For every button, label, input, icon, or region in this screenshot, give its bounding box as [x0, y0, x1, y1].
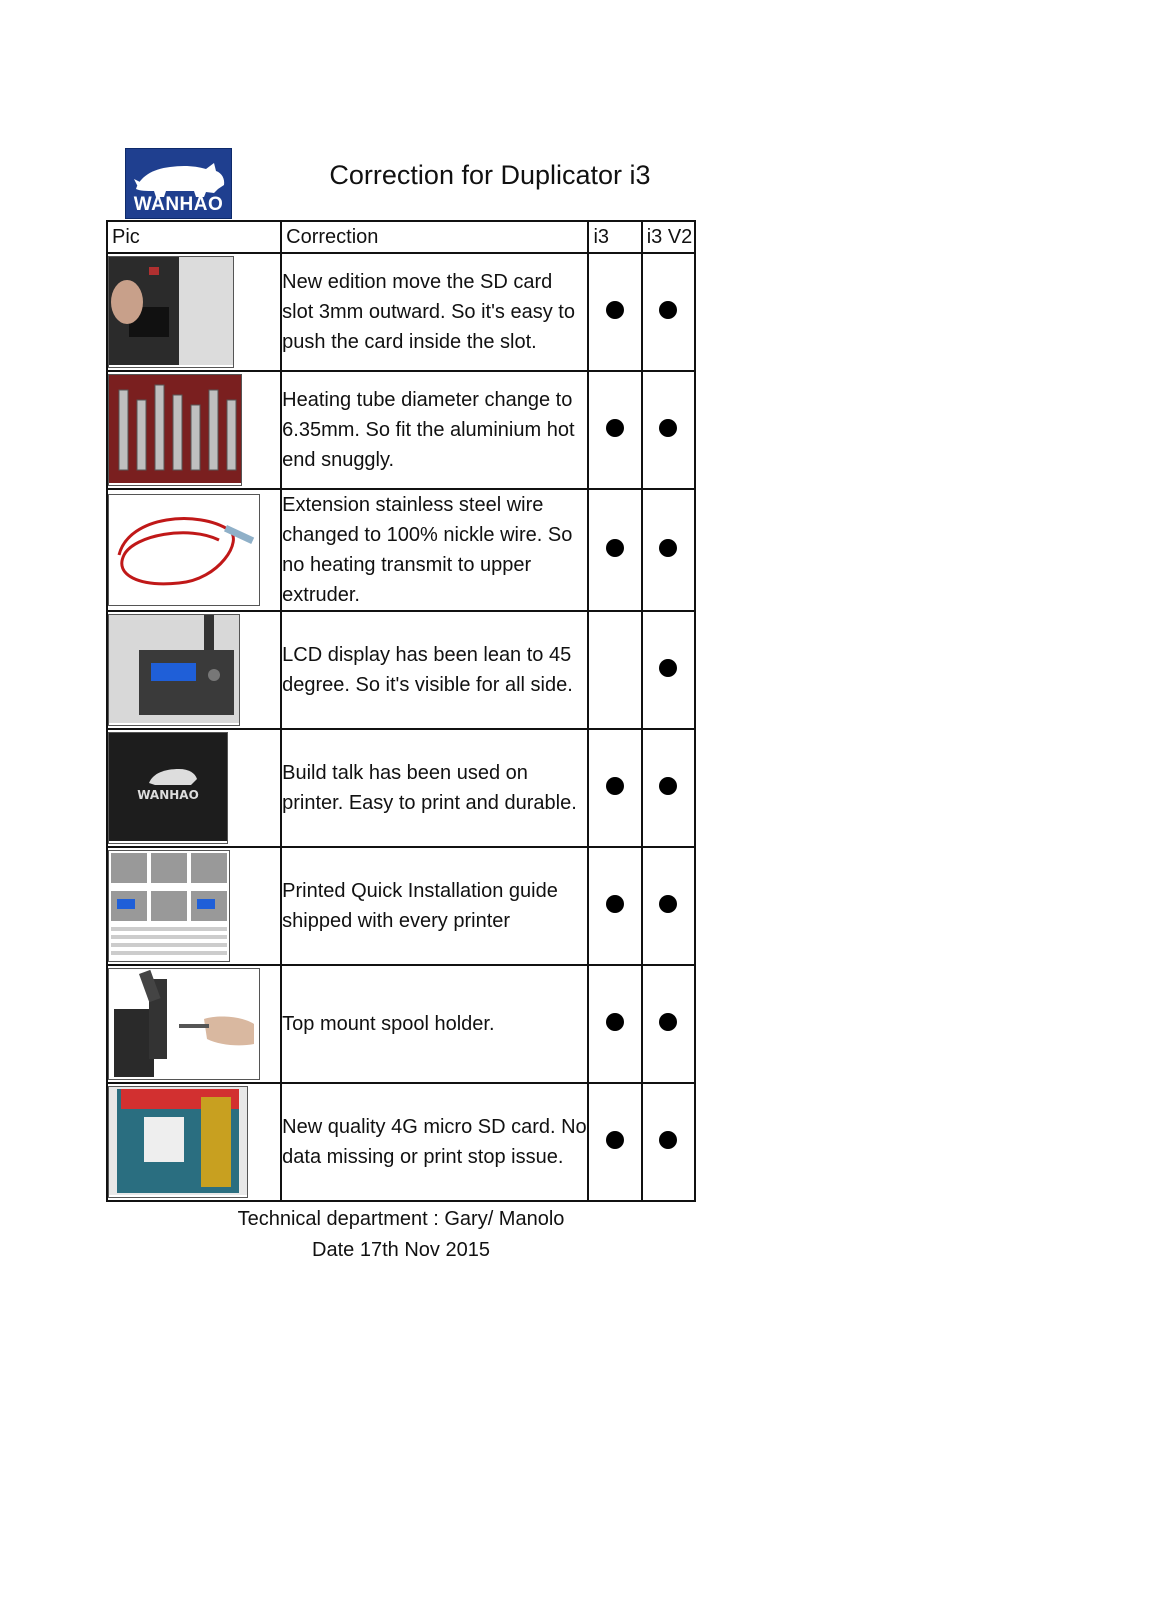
correction-table	[106, 220, 696, 1202]
table-header-row	[107, 221, 695, 253]
micro-sd-card-photo	[108, 1086, 248, 1198]
cell-i3	[588, 611, 641, 729]
cell-i3-v2	[642, 1083, 695, 1201]
cell-correction: Heating tube diameter change to 6.35mm. So fit the aluminium hot end snuggly.	[281, 371, 588, 489]
page-title: Correction for Duplicator i3	[329, 160, 651, 190]
table-row	[107, 729, 695, 847]
column-header-i3-v2: i3 V2	[642, 221, 695, 253]
technical-department: Technical department : Gary/ Manolo	[237, 1208, 565, 1230]
applied-dot-icon	[606, 1131, 624, 1149]
cell-i3-v2	[642, 965, 695, 1083]
applied-dot-icon	[659, 1131, 677, 1149]
cell-pic	[107, 847, 281, 965]
cell-i3-v2	[642, 611, 695, 729]
applied-dot-icon	[606, 895, 624, 913]
applied-dot-icon	[659, 777, 677, 795]
cell-correction: New edition move the SD card slot 3mm outward. So it's easy to push the card inside the slot.	[281, 253, 588, 371]
table-row	[107, 253, 695, 371]
cell-i3-v2	[642, 847, 695, 965]
cell-i3-v2	[642, 253, 695, 371]
applied-dot-icon	[659, 1013, 677, 1031]
document-date: Date 17th Nov 2015	[312, 1239, 490, 1261]
cell-pic	[107, 611, 281, 729]
column-header-correction: Correction	[281, 221, 588, 253]
cell-pic	[107, 965, 281, 1083]
applied-dot-icon	[659, 895, 677, 913]
applied-dot-icon	[659, 419, 677, 437]
installation-guide-photo	[108, 850, 230, 962]
cell-pic	[107, 729, 281, 847]
applied-dot-icon	[606, 419, 624, 437]
cell-correction: Extension stainless steel wire changed to 100% nickle wire. So no heating transmit to upper extruder.	[281, 489, 588, 611]
cell-correction: New quality 4G micro SD card. No data missing or print stop issue.	[281, 1083, 588, 1201]
cell-i3-v2	[642, 371, 695, 489]
cell-correction: LCD display has been lean to 45 degree. So it's visible for all side.	[281, 611, 588, 729]
table-row	[107, 847, 695, 965]
table-row	[107, 611, 695, 729]
applied-dot-icon	[606, 777, 624, 795]
cell-i3-v2	[642, 729, 695, 847]
table-row	[107, 1083, 695, 1201]
table-row	[107, 489, 695, 611]
cell-i3	[588, 847, 641, 965]
applied-dot-icon	[659, 659, 677, 677]
cell-i3	[588, 489, 641, 611]
column-header-i3: i3	[588, 221, 641, 253]
cell-i3	[588, 965, 641, 1083]
cell-pic	[107, 253, 281, 371]
applied-dot-icon	[606, 301, 624, 319]
nickle-wire-photo	[108, 494, 260, 606]
svg-text:WANHAO: WANHAO	[137, 788, 199, 802]
table-row	[107, 371, 695, 489]
cell-correction: Top mount spool holder.	[281, 965, 588, 1083]
build-plate-photo	[108, 732, 228, 844]
cell-pic	[107, 489, 281, 611]
cell-pic	[107, 1083, 281, 1201]
spool-holder-photo	[108, 968, 260, 1080]
applied-dot-icon	[606, 1013, 624, 1031]
applied-dot-icon	[659, 539, 677, 557]
cell-i3	[588, 729, 641, 847]
applied-dot-icon	[659, 301, 677, 319]
column-header-pic: Pic	[107, 221, 281, 253]
table-row	[107, 965, 695, 1083]
cell-i3	[588, 371, 641, 489]
applied-dot-icon	[606, 539, 624, 557]
sd-card-slot-photo	[108, 256, 234, 368]
cell-i3-v2	[642, 489, 695, 611]
lcd-display-photo	[108, 614, 240, 726]
cell-i3	[588, 1083, 641, 1201]
cell-correction: Printed Quick Installation guide shipped with every printer	[281, 847, 588, 965]
heating-tubes-photo	[108, 374, 242, 486]
cell-pic	[107, 371, 281, 489]
logo-text: WANHAO	[133, 194, 224, 215]
cell-correction: Build talk has been used on printer. Easy to print and durable.	[281, 729, 588, 847]
cell-i3	[588, 253, 641, 371]
wanhao-logo	[125, 148, 232, 219]
